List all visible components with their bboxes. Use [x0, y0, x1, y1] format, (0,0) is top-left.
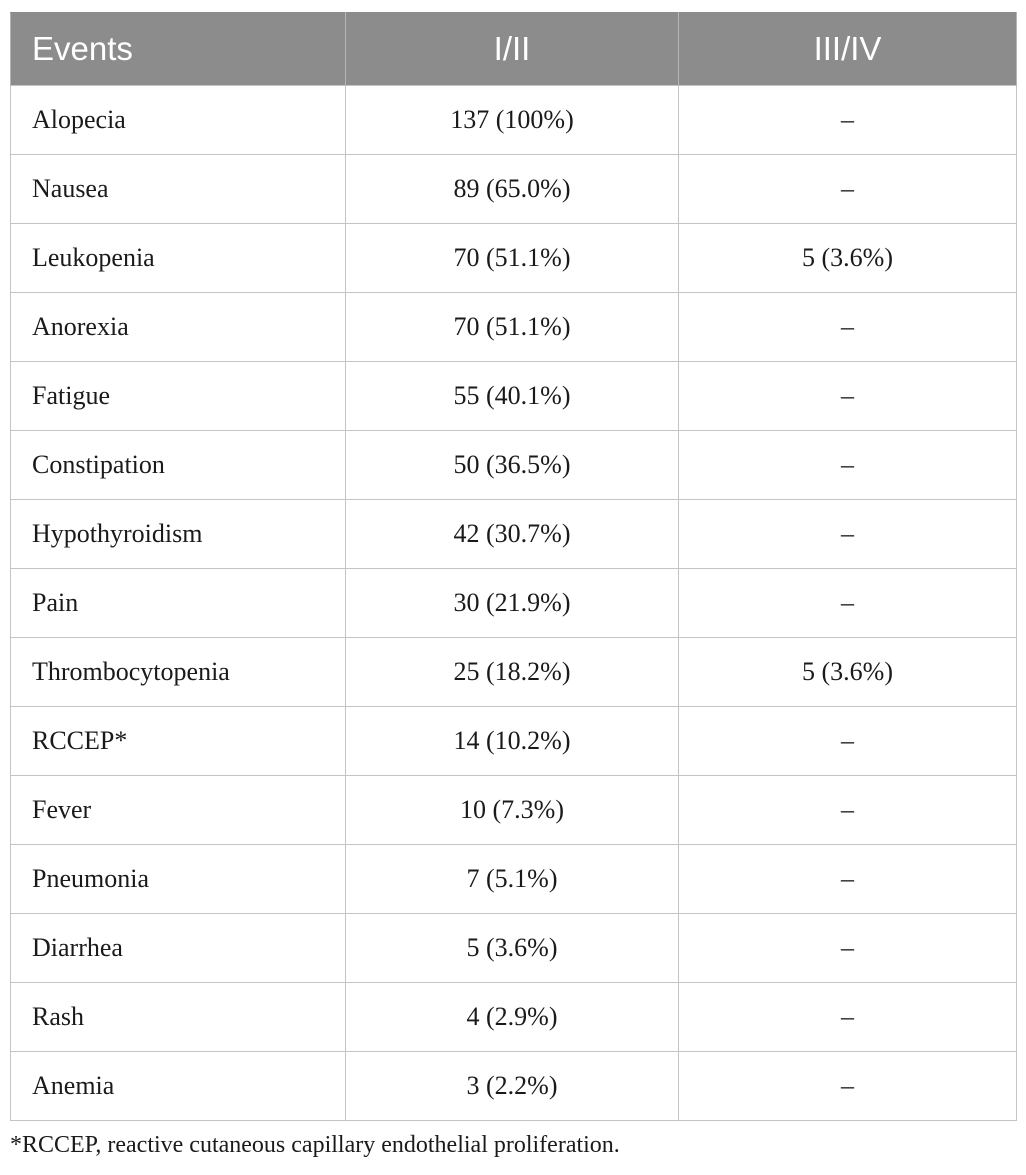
- grade-1-2-cell: 4 (2.9%): [346, 983, 679, 1052]
- event-name-cell: Thrombocytopenia: [11, 638, 346, 707]
- event-name-cell: RCCEP*: [11, 707, 346, 776]
- header-row: [11, 13, 1017, 86]
- grade-1-2-cell: 5 (3.6%): [346, 914, 679, 983]
- adverse-events-table: [10, 12, 1017, 1121]
- event-name-cell: Rash: [11, 983, 346, 1052]
- event-name-cell: Pneumonia: [11, 845, 346, 914]
- adverse-events-table-container: [10, 12, 1016, 1121]
- table-header: [11, 13, 1017, 86]
- grade-3-4-cell: –: [679, 707, 1017, 776]
- grade-1-2-cell: 42 (30.7%): [346, 500, 679, 569]
- grade-3-4-cell: –: [679, 845, 1017, 914]
- grade-3-4-cell: –: [679, 86, 1017, 155]
- grade-1-2-cell: 25 (18.2%): [346, 638, 679, 707]
- grade-3-4-cell: –: [679, 362, 1017, 431]
- grade-3-4-cell: –: [679, 983, 1017, 1052]
- grade-1-2-cell: 137 (100%): [346, 86, 679, 155]
- event-name-cell: Nausea: [11, 155, 346, 224]
- grade-1-2-cell: 30 (21.9%): [346, 569, 679, 638]
- grade-1-2-cell: 70 (51.1%): [346, 293, 679, 362]
- event-name-cell: Alopecia: [11, 86, 346, 155]
- grade-3-4-cell: –: [679, 155, 1017, 224]
- table-row: [11, 224, 1017, 293]
- table-row: [11, 1052, 1017, 1121]
- grade-3-4-cell: –: [679, 776, 1017, 845]
- table-row: [11, 500, 1017, 569]
- table-row: [11, 569, 1017, 638]
- event-name-cell: Anemia: [11, 1052, 346, 1121]
- grade-1-2-cell: 10 (7.3%): [346, 776, 679, 845]
- table-row: [11, 638, 1017, 707]
- header-events: Events: [11, 13, 346, 86]
- grade-1-2-cell: 55 (40.1%): [346, 362, 679, 431]
- table-row: [11, 293, 1017, 362]
- grade-1-2-cell: 7 (5.1%): [346, 845, 679, 914]
- table-row: [11, 776, 1017, 845]
- grade-3-4-cell: –: [679, 1052, 1017, 1121]
- grade-3-4-cell: 5 (3.6%): [679, 638, 1017, 707]
- event-name-cell: Anorexia: [11, 293, 346, 362]
- grade-3-4-cell: –: [679, 500, 1017, 569]
- grade-1-2-cell: 89 (65.0%): [346, 155, 679, 224]
- event-name-cell: Hypothyroidism: [11, 500, 346, 569]
- event-name-cell: Fever: [11, 776, 346, 845]
- grade-3-4-cell: –: [679, 293, 1017, 362]
- table-row: [11, 155, 1017, 224]
- table-row: [11, 86, 1017, 155]
- table-row: [11, 914, 1017, 983]
- grade-1-2-cell: 3 (2.2%): [346, 1052, 679, 1121]
- grade-1-2-cell: 14 (10.2%): [346, 707, 679, 776]
- table-row: [11, 983, 1017, 1052]
- table-footnote: *RCCEP, reactive cutaneous capillary endothelial proliferation.: [10, 1132, 620, 1158]
- event-name-cell: Constipation: [11, 431, 346, 500]
- grade-1-2-cell: 70 (51.1%): [346, 224, 679, 293]
- table-body: [11, 86, 1017, 1121]
- grade-3-4-cell: –: [679, 431, 1017, 500]
- header-grade-1-2: I/II: [346, 13, 679, 86]
- table-row: [11, 707, 1017, 776]
- table-row: [11, 845, 1017, 914]
- table-row: [11, 431, 1017, 500]
- event-name-cell: Leukopenia: [11, 224, 346, 293]
- event-name-cell: Fatigue: [11, 362, 346, 431]
- grade-3-4-cell: –: [679, 569, 1017, 638]
- event-name-cell: Pain: [11, 569, 346, 638]
- header-grade-3-4: III/IV: [679, 13, 1017, 86]
- grade-3-4-cell: –: [679, 914, 1017, 983]
- event-name-cell: Diarrhea: [11, 914, 346, 983]
- grade-1-2-cell: 50 (36.5%): [346, 431, 679, 500]
- grade-3-4-cell: 5 (3.6%): [679, 224, 1017, 293]
- table-row: [11, 362, 1017, 431]
